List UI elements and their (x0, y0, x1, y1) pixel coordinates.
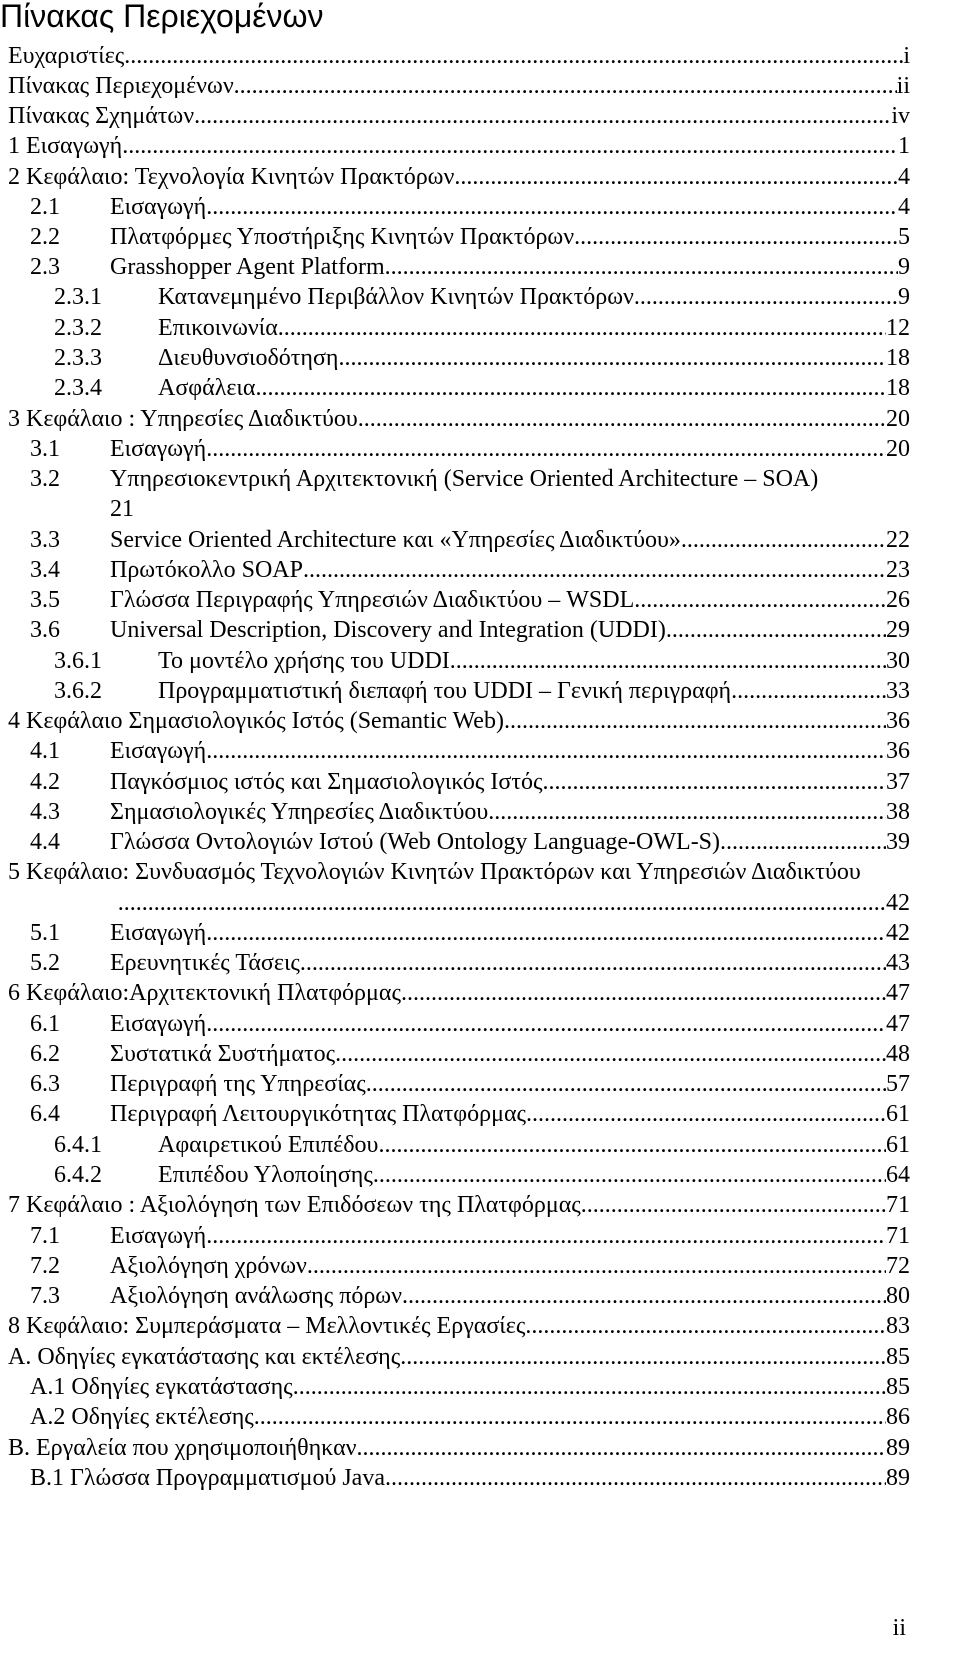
toc-entry-2-3-2[interactable]: 2.3.2 Επικοινωνία ..... 12 (54, 313, 910, 343)
toc-entry-appendix-a-1[interactable]: Α.1 Οδηγίες εγκατάστασης ..... 85 (30, 1372, 910, 1402)
toc-entry-contents[interactable]: Πίνακας Περιεχομένων ..... ii (8, 71, 910, 101)
toc-entry-3-6[interactable]: 3.6 Universal Description, Discovery and Integration (UDDI) ..... 29 (30, 615, 910, 645)
toc-entry-ch6[interactable]: 6 Κεφάλαιο:Αρχιτεκτονική Πλατφόρμας ..... 47 (8, 978, 910, 1008)
toc-entry-3-4[interactable]: 3.4 Πρωτόκολλο SOAP ..... 23 (30, 555, 910, 585)
toc-entry-6-4-1[interactable]: 6.4.1 Αφαιρετικού Επιπέδου ..... 61 (54, 1130, 910, 1160)
toc-entry-3-6-1[interactable]: 3.6.1 Το μοντέλο χρήσης του UDDI ..... 30 (54, 646, 910, 676)
toc-entry-6-2[interactable]: 6.2 Συστατικά Συστήματος ..... 48 (30, 1039, 910, 1069)
toc-entry-4-4[interactable]: 4.4 Γλώσσα Οντολογιών Ιστού (Web Ontology Language-OWL-S) ..... 39 (30, 827, 910, 857)
toc-entry-2-2[interactable]: 2.2 Πλατφόρμες Υποστήριξης Κινητών Πρακτόρων ..... 5 (30, 222, 910, 252)
toc-entry-2-3[interactable]: 2.3 Grasshopper Agent Platform ..... 9 (30, 252, 910, 282)
toc-entry-appendix-a-2[interactable]: Α.2 Οδηγίες εκτέλεσης ..... 86 (30, 1402, 910, 1432)
toc-entry-6-1[interactable]: 6.1 Εισαγωγή ..... 47 (30, 1009, 910, 1039)
toc-entry-7-3[interactable]: 7.3 Αξιολόγηση ανάλωσης πόρων ..... 80 (30, 1281, 910, 1311)
toc-entry-6-4-2[interactable]: 6.4.2 Επιπέδου Υλοποίησης ..... 64 (54, 1160, 910, 1190)
toc-entry-ch8[interactable]: 8 Κεφάλαιο: Συμπεράσματα – Μελλοντικές Εργασίες ..... 83 (8, 1311, 910, 1341)
toc-entry-ch4[interactable]: 4 Κεφάλαιο Σημασιολογικός Ιστός (Semantic Web) ..... 36 (8, 706, 910, 736)
toc-entry-ch7[interactable]: 7 Κεφάλαιο : Αξιολόγηση των Επιδόσεων της Πλατφόρμας ..... 71 (8, 1190, 910, 1220)
toc-entry-ch3[interactable]: 3 Κεφάλαιο : Υπηρεσίες Διαδικτύου ..... 20 (8, 404, 910, 434)
toc-entry-2-3-1[interactable]: 2.3.1 Κατανεμημένο Περιβάλλον Κινητών Πρακτόρων ..... 9 (54, 282, 910, 312)
toc-entry-5-2[interactable]: 5.2 Ερευνητικές Τάσεις ..... 43 (30, 948, 910, 978)
toc-entry-3-2-page: 21 (110, 496, 134, 522)
toc-entry-2-3-4[interactable]: 2.3.4 Ασφάλεια ..... 18 (54, 373, 910, 403)
toc-entry-4-3[interactable]: 4.3 Σημασιολογικές Υπηρεσίες Διαδικτύου ..... 38 (30, 797, 910, 827)
toc-entry-3-1[interactable]: 3.1 Εισαγωγή ..... 20 (30, 434, 910, 464)
toc-entry-6-3[interactable]: 6.3 Περιγραφή της Υπηρεσίας ..... 57 (30, 1069, 910, 1099)
toc-entry-4-1[interactable]: 4.1 Εισαγωγή ..... 36 (30, 736, 910, 766)
toc-entry-2-3-3[interactable]: 2.3.3 Διευθυνσιοδότηση ..... 18 (54, 343, 910, 373)
toc-entry-appendix-b-1[interactable]: Β.1 Γλώσσα Προγραμματισμού Java ..... 89 (30, 1463, 910, 1493)
toc-entry-ch1[interactable]: 1 Εισαγωγή ..... 1 (8, 131, 910, 161)
toc-entry-3-5[interactable]: 3.5 Γλώσσα Περιγραφής Υπηρεσιών Διαδικτύου – WSDL ..... 26 (30, 585, 910, 615)
toc-entry-acknowledgements[interactable]: Ευχαριστίες ..... i (8, 41, 910, 71)
toc-entry-2-1[interactable]: 2.1 Εισαγωγή ..... 4 (30, 192, 910, 222)
toc-entry-6-4[interactable]: 6.4 Περιγραφή Λειτουργικότητας Πλατφόρμας ..... 61 (30, 1099, 910, 1129)
toc-entry-appendix-b[interactable]: Β. Εργαλεία που χρησιμοποιήθηκαν ..... 89 (8, 1433, 910, 1463)
toc-entry-3-6-2[interactable]: 3.6.2 Προγραμματιστική διεπαφή του UDDI – Γενική περιγραφή ..... 33 (54, 676, 910, 706)
page-title: Πίνακας Περιεχομένων (0, 0, 324, 34)
toc-entry-ch5-leader: ..... 42 (8, 888, 910, 918)
toc-entry-ch2[interactable]: 2 Κεφάλαιο: Τεχνολογία Κινητών Πρακτόρων ..... 4 (8, 162, 910, 192)
toc-entry-appendix-a[interactable]: Α. Οδηγίες εγκατάστασης και εκτέλεσης ..... 85 (8, 1342, 910, 1372)
toc-entry-5-1[interactable]: 5.1 Εισαγωγή ..... 42 (30, 918, 910, 948)
toc-entry-7-2[interactable]: 7.2 Αξιολόγηση χρόνων ..... 72 (30, 1251, 910, 1281)
toc-entry-4-2[interactable]: 4.2 Παγκόσμιος ιστός και Σημασιολογικός Ιστός ..... 37 (30, 767, 910, 797)
toc-entry-3-2[interactable]: 3.2 Υπηρεσιοκεντρική Αρχιτεκτονική (Service Oriented Architecture – SOA) (30, 466, 819, 492)
toc-entry-7-1[interactable]: 7.1 Εισαγωγή ..... 71 (30, 1221, 910, 1251)
toc-entry-figures[interactable]: Πίνακας Σχημάτων ..... iv (8, 101, 910, 131)
toc-entry-3-3[interactable]: 3.3 Service Oriented Architecture και «Υπηρεσίες Διαδικτύου» ..... 22 (30, 525, 910, 555)
page-number: ii (892, 1615, 906, 1641)
toc-entry-ch5[interactable]: 5 Κεφάλαιο: Συνδυασμός Τεχνολογιών Κινητών Πρακτόρων και Υπηρεσιών Διαδικτύου (8, 859, 861, 885)
